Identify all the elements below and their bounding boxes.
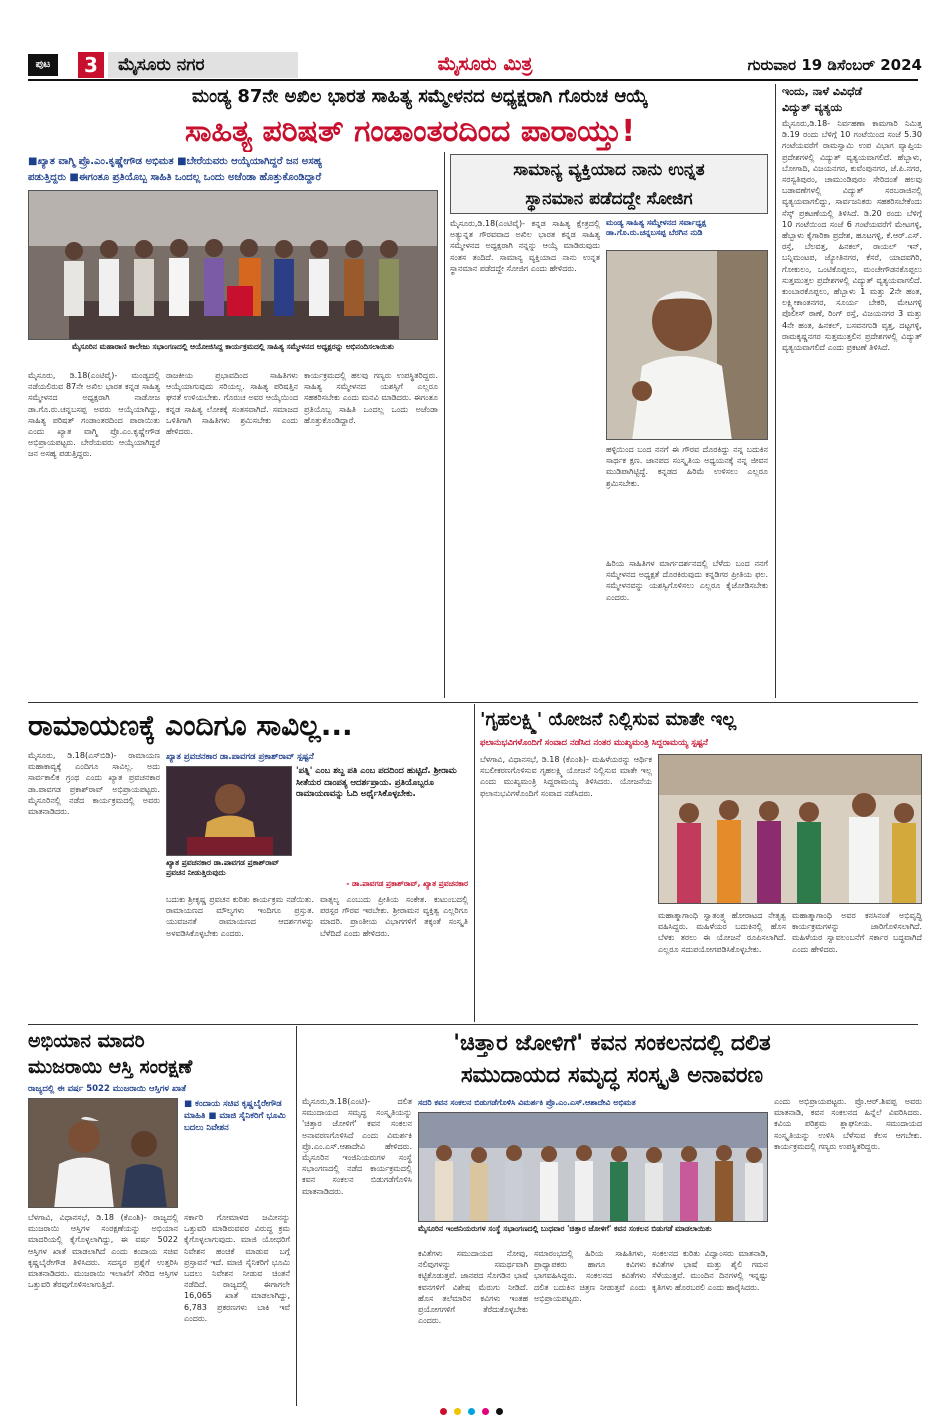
second-body-col-2: ಹಳ್ಳಿಯಿಂದ ಬಂದ ನನಗೆ ಈ ಗೌರವ ದೊರಕಿದ್ದು ನನ್ನ ಬದುಕಿನ ಸಾರ್ಥಕ ಕ್ಷಣ. ಜಾನಪದ ಸಂಸ್ಕೃತಿಯ ಅಧ್ಯಯನಕ್ಕೆ ನನ್ನ ಜೀವನ ಮುಡಿಪಾಗಿಟ್ಟಿದ್ದೆ. ಕನ್ನಡದ ಹಿರಿಮೆ ಉಳಿಸಲು ಎಲ್ಲರೂ ಶ್ರಮಿಸಬೇಕು. (606, 445, 768, 488)
grihalakshmi-photo (658, 754, 922, 904)
chittara-body-col-4: ಸಂಕಲನದ ಕುರಿತು ವಿದ್ವಾಂಸರು ಮಾತನಾಡಿ, ಕವಿತೆಗಳ ಭಾಷೆ ಮತ್ತು ಶೈಲಿ ಗಮನ ಸೆಳೆಯುತ್ತವೆ. ಮುಂದಿನ ದಿನಗಳಲ್ಲಿ ಇನ್ನಷ್ಟು ಕೃತಿಗಳು ಹೊರಬರಲಿ ಎಂದು ಹಾರೈಸಿದರು. (652, 1249, 768, 1292)
muzrai-sub: ರಾಜ್ಯದಲ್ಲಿ ಈ ವರ್ಷ 5022 ಮುಜರಾಯಿ ಆಸ್ತಿಗಳ ಖಾತೆ (28, 1084, 186, 1094)
muzrai-bullets: ■ ಕಂದಾಯ ಸಚಿವ ಕೃಷ್ಣಬೈರೇಗೌಡ ಮಾಹಿತಿ ■ ಮಾಜಿ ಸೈನಿಕರಿಗೆ ಭೂಮಿ ಬದಲು ನಿವೇಶನ (184, 1099, 286, 1133)
second-headline-2: ಸ್ಥಾನಮಾನ ಪಡೆದದ್ದೇ ಸೋಜಿಗ (525, 189, 693, 209)
date: ಗುರುವಾರ 19 ಡಿಸೆಂಬರ್ 2024 (747, 56, 922, 74)
minister-photo (28, 1098, 178, 1208)
lead-body-col-1: ಮೈಸೂರು, ಡಿ.18(ಎಂಟಿವೈ)- ಮಂಡ್ಯದಲ್ಲಿ ನಡೆಯಲಿರುವ 87ನೇ ಅಖಿಲ ಭಾರತ ಕನ್ನಡ ಸಾಹಿತ್ಯ ಸಮ್ಮೇಳನದ ಅಧ್ಯಕ್ಷರಾಗಿ ನಾಡೋಜ ಡಾ.ಗೊ.ರು.ಚನ್ನಬಸಪ್ಪ ಅವರು ಆಯ್ಕೆಯಾಗಿದ್ದು, ಸಾಹಿತ್ಯ ಪರಿಷತ್ ಗಂಡಾಂತರದಿಂದ ಪಾರಾಯಿತು ಎಂದು ಖ್ಯಾತ ವಾಗ್ಮಿ ಪ್ರೊ.ಎಂ.ಕೃಷ್ಣೇಗೌಡ ಅಭಿಪ್ರಾಯಪಟ್ಟರು. ಬೇರೆಯವರು ಆಯ್ಕೆಯಾಗಿದ್ದರೆ ಜನ ಅಸಹ್ಯ ಪಡುತ್ತಿದ್ದರು. (28, 371, 160, 459)
lead-photo (28, 190, 438, 340)
lead-deck-2: ಪಡುತ್ತಿದ್ದರು ■ಈಗಂತೂ ಪ್ರತಿಯೊಬ್ಬ ಸಾಹಿತಿ ಒಂದಲ್ಲ ಒಂದು ಅಜೆಂಡಾ ಹೊತ್ತುಕೊಂಡಿದ್ದಾರೆ (28, 172, 322, 183)
ramayana-sub: ಖ್ಯಾತ ಪ್ರವಚನಕಾರ ಡಾ.ಪಾವಗಡ ಪ್ರಕಾಶ್‌ರಾವ್ ಸ್ಪಷ್ಟನೆ (166, 752, 314, 762)
chittara-photo-image (419, 1113, 768, 1222)
page-number: 3 (78, 52, 104, 78)
lead-body-col-2: ರಾಜಕೀಯ ಪ್ರಭಾವದಿಂದ ಸಾಹಿತಿಗಳು ಆಯ್ಕೆಯಾಗುವುದು ಸರಿಯಲ್ಲ. ಸಾಹಿತ್ಯ ಪರಿಷತ್ತಿನ ಘನತೆ ಉಳಿಯಬೇಕು. ಗೊರುಚ ಅವರ ಆಯ್ಕೆಯಿಂದ ಕನ್ನಡ ಸಾಹಿತ್ಯ ಲೋಕಕ್ಕೆ ಸಂತಸವಾಗಿದೆ. ಸಮಾಜದ ಒಳಿತಿಗಾಗಿ ಸಾಹಿತಿಗಳು ಶ್ರಮಿಸಬೇಕು ಎಂದು ಹೇಳಿದರು. (166, 371, 298, 437)
grihalakshmi-sub: ಫಲಾನುಭವಿಗಳೊಂದಿಗೆ ಸಂವಾದ ನಡೆಸಿದ ನಂತರ ಮುಖ್ಯಮಂತ್ರಿ ಸಿದ್ದರಾಮಯ್ಯ ಸ್ಪಷ್ಟನೆ (480, 738, 708, 748)
ramayana-headline: ರಾಮಾಯಣಕ್ಕೆ ಎಂದಿಗೂ ಸಾವಿಲ್ಲ... (28, 709, 353, 742)
ramayana-caption: ಖ್ಯಾತ ಪ್ರವಚನಕಾರ ಡಾ.ಪಾವಗಡ ಪ್ರಕಾಶ್‌ರಾವ್ ಪ್ರವಚನ ನೀಡುತ್ತಿರುವುದು (166, 858, 280, 877)
chittara-body-col-1: ಮೈಸೂರು,ಡಿ.18(ಎಂಟಿ)- ದಲಿತ ಸಮುದಾಯದ ಸಮೃದ್ಧ ಸಂಸ್ಕೃತಿಯನ್ನು 'ಚಿತ್ತಾರ ಜೋಳಿಗೆ' ಕವನ ಸಂಕಲನ ಅನಾವರಣಗೊಳಿಸಿದೆ ಎಂದು ವಿಮರ್ಶಕಿ ಪ್ರೊ.ಎಂ.ಎಸ್.ಆಶಾದೇವಿ ಹೇಳಿದರು. ಮೈಸೂರಿನ ಇಂಜಿನಿಯರುಗಳ ಸಂಸ್ಥೆ ಸಭಾಂಗಣದಲ್ಲಿ ನಡೆದ ಕಾರ್ಯಕ್ರಮದಲ್ಲಿ ಕವನ ಸಂಕಲನ ಬಿಡುಗಡೆಗೊಳಿಸಿ ಮಾತನಾಡಿದರು. (302, 1097, 412, 1196)
muzrai-headline-1: ಅಭಿಯಾನ ಮಾದರಿ (28, 1030, 145, 1052)
masthead: ಮೈಸೂರು ಮಿತ್ರ (437, 53, 533, 75)
chittara-body-col-2: ಕವಿತೆಗಳು ಸಮುದಾಯದ ನೋವು, ನಲಿವುಗಳನ್ನು ಸಮರ್ಥವಾಗಿ ಕಟ್ಟಿಕೊಡುತ್ತವೆ. ಜಾನಪದ ಸೊಗಡಿನ ಭಾಷೆ ಕವನಗಳಿಗೆ ವಿಶೇಷ ಮೆರುಗು ನೀಡಿದೆ. ಹೊಸ ತಲೆಮಾರಿನ ಕವಿಗಳು ಇಂತಹ ಪ್ರಯೋಗಗಳಿಗೆ ತೆರೆದುಕೊಳ್ಳಬೇಕು ಎಂದರು. (418, 1249, 528, 1326)
lead-body-col-3: ಕಾರ್ಯಕ್ರಮದಲ್ಲಿ ಹಲವು ಗಣ್ಯರು ಉಪಸ್ಥಿತರಿದ್ದರು. ಸಾಹಿತ್ಯ ಸಮ್ಮೇಳನದ ಯಶಸ್ಸಿಗೆ ಎಲ್ಲರೂ ಸಹಕರಿಸಬೇಕು ಎಂದು ಮನವಿ ಮಾಡಿದರು. ಈಗಂತೂ ಪ್ರತಿಯೊಬ್ಬ ಸಾಹಿತಿ ಒಂದಲ್ಲ ಒಂದು ಅಜೆಂಡಾ ಹೊತ್ತುಕೊಂಡಿದ್ದಾರೆ. (304, 371, 438, 425)
second-headline-1: ಸಾಮಾನ್ಯ ವ್ಯಕ್ತಿಯಾದ ನಾನು ಉನ್ನತ (513, 160, 705, 180)
chittara-photo (418, 1112, 768, 1222)
power-title-1: ಇಂದು, ನಾಳೆ ವಿವಿಧೆಡೆ (782, 85, 863, 98)
power-body: ಮೈಸೂರು,ಡಿ.18- ನಿರ್ವಹಣಾ ಕಾಮಗಾರಿ ನಿಮಿತ್ತ ಡಿ.19 ರಂದು ಬೆಳಿಗ್ಗೆ 10 ಗಂಟೆಯಿಂದ ಸಂಜೆ 5.30 ಗಂಟೆಯವರೆಗೆ ರಾಮಸ್ವಾಮಿ ಉಪ ವಿಭಾಗ ವ್ಯಾಪ್ತಿಯ ಪ್ರದೇಶಗಳಲ್ಲಿ ವಿದ್ಯುತ್ ವ್ಯತ್ಯಯವಾಗಲಿದೆ. ಹೆಬ್ಬಾಳು, ಬೋಗಾದಿ, ವಿಜಯನಗರ, ಕುವೆಂಪುನಗರ, ಜೆ.ಪಿ.ನಗರ, ಸರಸ್ವತಿಪುರಂ, ಚಾಮುಂಡಿಪುರಂ ಸೇರಿದಂತೆ ಹಲವು ಬಡಾವಣೆಗಳಲ್ಲಿ ವಿದ್ಯುತ್ ಸರಬರಾಜಿನಲ್ಲಿ ವ್ಯತ್ಯಯವಾಗಲಿದ್ದು, ಸಾರ್ವಜನಿಕರು ಸಹಕರಿಸಬೇಕೆಂದು ಸೆಸ್ಕ್ ಪ್ರಕಟಣೆಯಲ್ಲಿ ತಿಳಿಸಿದೆ. ಡಿ.20 ರಂದು ಬೆಳಿಗ್ಗೆ 10 ಗಂಟೆಯಿಂದ ಸಂಜೆ 6 ಗಂಟೆಯವರೆಗೆ ಮೇಟಗಳ್ಳಿ, ಹೆಬ್ಬಾಳು ಕೈಗಾರಿಕಾ ಪ್ರದೇಶ, ಹೂಟಗಳ್ಳಿ, ಕೆ.ಆರ್.ಎಸ್. ರಸ್ತೆ, ಬೆಲವತ್ತ, ಹಿನಕಲ್, ರಾಯಲ್ ಇನ್, ಬನ್ನಿಮಂಟಪ, ಜ್ಯೋತಿನಗರ, ಕೆಸರೆ, ಯಾದವಗಿರಿ, ಗೋಕುಲಂ, ಒಂಟಿಕೊಪ್ಪಲು, ಮಂಚೇಗೌಡನಕೊಪ್ಪಲು ಸುತ್ತಮುತ್ತಲ ಪ್ರದೇಶಗಳಲ್ಲಿ ವಿದ್ಯುತ್ ವ್ಯತ್ಯಯವಾಗಲಿದೆ. ಕುಂಬಾರಕೊಪ್ಪಲು, ಹೆಬ್ಬಾಳು 1 ಮತ್ತು 2ನೇ ಹಂತ, ಲಕ್ಷ್ಮೀಕಾಂತನಗರ, ಸೂರ್ಯ ಬೇಕರಿ, ಮೇಟಗಳ್ಳಿ ಪೊಲೀಸ್ ಠಾಣೆ, ರಿಂಗ್ ರಸ್ತೆ, ವಿಜಯನಗರ 3 ಮತ್ತು 4ನೇ ಹಂತ, ಹಿನಕಲ್, ಬಸವನಗುಡಿ ವೃತ್ತ, ದಟ್ಟಗಳ್ಳಿ, ರಾಮಕೃಷ್ಣನಗರ ಸುತ್ತಮುತ್ತಲಿನ ಪ್ರದೇಶಗಳಲ್ಲಿ ವಿದ್ಯುತ್ ವ್ಯತ್ಯಯವಾಗಲಿದೆ ಎಂದು ಪ್ರಕಟಣೆ ತಿಳಿಸಿದೆ. (782, 119, 922, 353)
second-body-col-1: ಮೈಸೂರು,ಡಿ.18(ಎಂಟಿವೈ)- ಕನ್ನಡ ಸಾಹಿತ್ಯ ಕ್ಷೇತ್ರದಲ್ಲಿ ಅತ್ಯುನ್ನತ ಗೌರವವಾದ ಅಖಿಲ ಭಾರತ ಕನ್ನಡ ಸಾಹಿತ್ಯ ಸಮ್ಮೇಳನದ ಅಧ್ಯಕ್ಷರಾಗಿ ನನ್ನನ್ನು ಆಯ್ಕೆ ಮಾಡಿರುವುದು ಸಂತಸ ತಂದಿದೆ. ಸಾಮಾನ್ಯ ವ್ಯಕ್ತಿಯಾದ ನಾನು ಉನ್ನತ ಸ್ಥಾನಮಾನ ಪಡೆದದ್ದೇ ಸೋಜಿಗ ಎಂದು ಹೇಳಿದರು. (450, 219, 600, 273)
chittara-body-col-3: ಸಮಾರಂಭದಲ್ಲಿ ಹಿರಿಯ ಸಾಹಿತಿಗಳು, ಪ್ರಾಧ್ಯಾಪಕರು ಹಾಗೂ ಕವಿಗಳು ಭಾಗವಹಿಸಿದ್ದರು. ಸಂಕಲನದ ಕವಿತೆಗಳು ದಲಿತ ಬದುಕಿನ ಚಿತ್ರಣ ನೀಡುತ್ತವೆ ಎಂದು ಅಭಿಪ್ರಾಯಪಟ್ಟರು. (534, 1249, 646, 1303)
ramayana-photo-image (167, 767, 292, 856)
gorucha-photo (606, 250, 768, 440)
ramayana-body-col-2: ಬದುಕು ಶ್ರೀಕೃಷ್ಣ ಪ್ರವಚನ ಕುರಿತು ಕಾರ್ಯಕ್ರಮ ನಡೆಯಿತು. ರಾಮಾಯಣದ ಮೌಲ್ಯಗಳು ಇಂದಿಗೂ ಪ್ರಸ್ತುತ. ಯುವಜನತೆ ರಾಮಾಯಣದ ಆದರ್ಶಗಳನ್ನು ಅಳವಡಿಸಿಕೊಳ್ಳಬೇಕು ಎಂದರು. (166, 895, 314, 938)
second-sub: ಮಂಡ್ಯ ಸಾಹಿತ್ಯ ಸಮ್ಮೇಳನದ ಸರ್ವಾಧ್ಯಕ್ಷ ಡಾ.ಗೊ.ರು.ಚನ್ನಬಸಪ್ಪ ಬೆರಗಿನ ನುಡಿ (606, 218, 707, 237)
chittara-caption: ಮೈಸೂರಿನ ಇಂಜಿನಿಯರುಗಳ ಸಂಸ್ಥೆ ಸಭಾಂಗಣದಲ್ಲಿ ಬುಧವಾರ 'ಚಿತ್ತಾರ ಜೋಳಿಗೆ' ಕವನ ಸಂಕಲನ ಬಿಡುಗಡೆ ಮಾಡಲಾಯಿತು (418, 1224, 712, 1233)
grihalakshmi-body-col-3: ಮಹಾತ್ಮಾಗಾಂಧಿ ಅವರ ಕನಸಿನಂತೆ ಅಭಿವೃದ್ಧಿ ಕಾರ್ಯಕ್ರಮಗಳನ್ನು ಜಾರಿಗೊಳಿಸಲಾಗಿದೆ. ಮಹಿಳೆಯರ ಸ್ವಾವಲಂಬನೆಗೆ ಸರ್ಕಾರ ಬದ್ಧವಾಗಿದೆ ಎಂದು ಹೇಳಿದರು. (792, 911, 922, 954)
gorucha-photo-image (607, 251, 768, 440)
ramayana-body-col-1: ಮೈಸೂರು, ಡಿ.18(ಎಸ್‌ಬಿಡಿ)- ರಾಮಾಯಣ ಮಹಾಕಾವ್ಯಕ್ಕೆ ಎಂದಿಗೂ ಸಾವಿಲ್ಲ. ಅದು ಸಾರ್ವಕಾಲಿಕ ಗ್ರಂಥ ಎಂದು ಖ್ಯಾತ ಪ್ರವಚನಕಾರ ಡಾ.ಪಾವಗಡ ಪ್ರಕಾಶ್‌ರಾವ್ ಅಭಿಪ್ರಾಯಪಟ್ಟರು. ಮೈಸೂರಿನಲ್ಲಿ ನಡೆದ ಕಾರ್ಯಕ್ರಮದಲ್ಲಿ ಅವರು ಮಾತನಾಡಿದರು. (28, 751, 160, 817)
muzrai-body-col-1: ಬೆಳಗಾವಿ, ವಿಧಾನಸಭೆ, ಡಿ.18 (ಕೆಎಂಶಿ)- ರಾಜ್ಯದಲ್ಲಿ ಮುಜರಾಯಿ ಆಸ್ತಿಗಳ ಸಂರಕ್ಷಣೆಯನ್ನು ಅಭಿಯಾನ ಮಾದರಿಯಲ್ಲಿ ಕೈಗೊಳ್ಳಲಾಗಿದ್ದು, ಈ ವರ್ಷ 5022 ಆಸ್ತಿಗಳ ಖಾತೆ ಮಾಡಲಾಗಿದೆ ಎಂದು ಕಂದಾಯ ಸಚಿವ ಕೃಷ್ಣಬೈರೇಗೌಡ ತಿಳಿಸಿದರು. ಸದಸ್ಯರ ಪ್ರಶ್ನೆಗೆ ಉತ್ತರಿಸಿ ಮಾತನಾಡಿದರು. ಮುಜರಾಯಿ ಇಲಾಖೆಗೆ ಸೇರಿದ ಆಸ್ತಿಗಳ ಒತ್ತುವರಿ ತೆರವುಗೊಳಿಸಲಾಗುತ್ತಿದೆ. (28, 1213, 178, 1290)
second-body-col-3: ಹಿರಿಯ ಸಾಹಿತಿಗಳ ಮಾರ್ಗದರ್ಶನದಲ್ಲಿ ಬೆಳೆದು ಬಂದ ನನಗೆ ಸಮ್ಮೇಳನದ ಅಧ್ಯಕ್ಷತೆ ದೊರಕಿರುವುದು ಕನ್ನಡಿಗರ ಪ್ರೀತಿಯ ಫಲ. ಸಮ್ಮೇಳನವನ್ನು ಯಶಸ್ವಿಗೊಳಿಸಲು ಎಲ್ಲರೂ ಕೈಜೋಡಿಸಬೇಕು ಎಂದರು. (606, 559, 768, 602)
lead-photo-image (29, 191, 438, 340)
chittara-headline-1: 'ಚಿತ್ತಾರ ಜೋಳಿಗೆ' ಕವನ ಸಂಕಲನದಲ್ಲಿ ದಲಿತ (453, 1031, 771, 1056)
power-title-2: ವಿದ್ಯುತ್ ವ್ಯತ್ಯಯ (782, 101, 843, 114)
chittara-body-col-5: ಎಂದು ಅಭಿಪ್ರಾಯಪಟ್ಟರು. ಪ್ರೊ.ಆರ್.ಶಿವಪ್ಪ ಅವರು ಮಾತನಾಡಿ, ಕವನ ಸಂಕಲನದ ಹಿನ್ನೆಲೆ ವಿವರಿಸಿದರು. ಕವಿಯ ಪರಿಶ್ರಮ ಶ್ಲಾಘನೀಯ. ಸಮುದಾಯದ ಸಂಸ್ಕೃತಿಯನ್ನು ಉಳಿಸಿ ಬೆಳೆಸುವ ಕೆಲಸ ಆಗಬೇಕು. ಕಾರ್ಯಕ್ರಮದಲ್ಲಿ ಗಣ್ಯರು ಉಪಸ್ಥಿತರಿದ್ದರು. (774, 1097, 922, 1151)
grihalakshmi-photo-image (659, 755, 922, 904)
grihalakshmi-body-col-1: ಬೆಳಗಾವಿ, ವಿಧಾನಸಭೆ, ಡಿ.18 (ಕೆಎಂಶಿ)- ಮಹಿಳೆಯರನ್ನು ಆರ್ಥಿಕ ಸಬಲೀಕರಣಗೊಳಿಸುವ ಗೃಹಲಕ್ಷ್ಮಿ ಯೋಜನೆ ನಿಲ್ಲಿಸುವ ಮಾತೇ ಇಲ್ಲ ಎಂದು ಮುಖ್ಯಮಂತ್ರಿ ಸಿದ್ದರಾಮಯ್ಯ ತಿಳಿಸಿದರು. ಯೋಜನೆಯ ಫಲಾನುಭವಿಗಳೊಂದಿಗೆ ಸಂವಾದ ನಡೆಸಿದರು. (480, 755, 652, 798)
grihalakshmi-body-col-2: ಮಹಾತ್ಮಾಗಾಂಧಿ ಸ್ವಾತಂತ್ರ್ಯ ಹೋರಾಟದ ನೇತೃತ್ವ ವಹಿಸಿದ್ದರು. ಮಹಿಳೆಯರ ಬದುಕಿನಲ್ಲಿ ಹೊಸ ಬೆಳಕು ತರಲು ಈ ಯೋಜನೆ ರೂಪಿಸಲಾಗಿದೆ. ಎಲ್ಲರೂ ಸದುಪಯೋಗಪಡಿಸಿಕೊಳ್ಳಬೇಕು. (658, 911, 786, 954)
second-headline-box (450, 154, 768, 214)
page-header (0, 0, 945, 80)
minister-photo-image (29, 1099, 178, 1208)
muzrai-headline-2: ಮುಜರಾಯಿ ಆಸ್ತಿ ಸಂರಕ್ಷಣೆ (28, 1056, 193, 1078)
grihalakshmi-headline: 'ಗೃಹಲಕ್ಷ್ಮಿ' ಯೋಜನೆ ನಿಲ್ಲಿಸುವ ಮಾತೇ ಇಲ್ಲ (480, 709, 737, 730)
chittara-sub: ಸದರಿ ಕವನ ಸಂಕಲನ ಬಿಡುಗಡೆಗೊಳಿಸಿ ವಿಮರ್ಶಕಿ ಪ್ರೊ.ಎಂ.ಎಸ್.ಆಶಾದೇವಿ ಅಭಿಮತ (418, 1098, 636, 1107)
lead-photo-caption: ಮೈಸೂರಿನ ಮಹಾರಾಣಿ ಕಾಲೇಜು ಸಭಾಂಗಣದಲ್ಲಿ ಆಯೋಜಿಸಿದ್ದ ಕಾರ್ಯಕ್ರಮದಲ್ಲಿ ಸಾಹಿತ್ಯ ಸಮ್ಮೇಳನದ ಅಧ್ಯಕ್ಷರನ್ನು ಅಭಿನಂದಿಸಲಾಯಿತು (71, 342, 395, 351)
ramayana-photo (166, 766, 292, 856)
ramayana-body-col-3: ವಾತ್ಸಲ್ಯ ಎಂಬುದು ಪ್ರೀತಿಯ ಸಂಕೇತ. ಕುಟುಂಬದಲ್ಲಿ ಪರಸ್ಪರ ಗೌರವ ಇರಬೇಕು. ಶ್ರೀರಾಮನ ವ್ಯಕ್ತಿತ್ವ ಎಲ್ಲರಿಗೂ ಮಾದರಿ. ಪ್ರಾಂತೀಯ ವಿಭಾಗಗಳಿಗೆ ತಕ್ಕಂತೆ ಸಂಸ್ಕೃತಿ ಬೆಳೆದಿದೆ ಎಂದು ಹೇಳಿದರು. (320, 895, 468, 938)
ramayana-quote-attr: - ಡಾ.ಪಾವಗಡ ಪ್ರಕಾಶ್‌ರಾವ್, ಖ್ಯಾತ ಪ್ರವಚನಕಾರ (346, 879, 468, 888)
chittara-headline-2: ಸಮುದಾಯದ ಸಮೃದ್ಧ ಸಂಸ್ಕೃತಿ ಅನಾವರಣ (460, 1063, 764, 1088)
muzrai-body-col-2: ಸರ್ಕಾರಿ ಗೋಮಾಳದ ಜಮೀನನ್ನು ಒತ್ತುವರಿ ಮಾಡಿರುವವರ ವಿರುದ್ಧ ಕ್ರಮ ಕೈಗೊಳ್ಳಲಾಗುವುದು. ಮಾಜಿ ಯೋಧರಿಗೆ ನಿವೇಶನ ಹಂಚಿಕೆ ಮಾಡುವ ಬಗ್ಗೆ ಪ್ರಸ್ತಾವನೆ ಇದೆ. ಮಾಜಿ ಸೈನಿಕರಿಗೆ ಭೂಮಿ ಬದಲು ನಿವೇಶನ ನೀಡುವ ಚಿಂತನೆ ನಡೆದಿದೆ. ರಾಜ್ಯದಲ್ಲಿ ಈಗಾಗಲೇ 16,065 ಖಾತೆ ಮಾಡಲಾಗಿದ್ದು, 6,783 ಪ್ರಕರಣಗಳು ಬಾಕಿ ಇವೆ ಎಂದರು. (184, 1213, 290, 1323)
registration-marks (440, 1408, 510, 1418)
ramayana-quote: 'ಪತ್ನಿ' ಎಂಬ ಶಬ್ದ ಪತಿ ಎಂಬ ಪದದಿಂದ ಹುಟ್ಟಿದೆ. ಶ್ರೀರಾಮ ಸೀತೆಯರ ದಾಂಪತ್ಯ ಆದರ್ಶಪ್ರಾಯ. ಪ್ರತಿಯೊಬ್ಬರೂ ರಾಮಾಯಣವನ್ನು ಓದಿ ಅರ್ಥೈಸಿಕೊಳ್ಳಬೇಕು. (296, 766, 457, 799)
lead-headline: ಸಾಹಿತ್ಯ ಪರಿಷತ್ ಗಂಡಾಂತರದಿಂದ ಪಾರಾಯ್ತು! (184, 114, 636, 149)
section-name: ಮೈಸೂರು ನಗರ (108, 52, 298, 78)
lead-deck-1: ■ಖ್ಯಾತ ವಾಗ್ಮಿ ಪ್ರೊ.ಎಂ.ಕೃಷ್ಣೇಗೌಡ ಅಭಿಮತ ■ಬೇರೆಯವರು ಆಯ್ಕೆಯಾಗಿದ್ದರೆ ಜನ ಅಸಹ್ಯ (28, 156, 323, 167)
lead-kicker: ಮಂಡ್ಯ 87ನೇ ಅಖಿಲ ಭಾರತ ಸಾಹಿತ್ಯ ಸಮ್ಮೇಳನದ ಅಧ್ಯಕ್ಷರಾಗಿ ಗೊರುಚ ಆಯ್ಕೆ (192, 86, 648, 107)
page-label: ಪುಟ (28, 54, 58, 76)
